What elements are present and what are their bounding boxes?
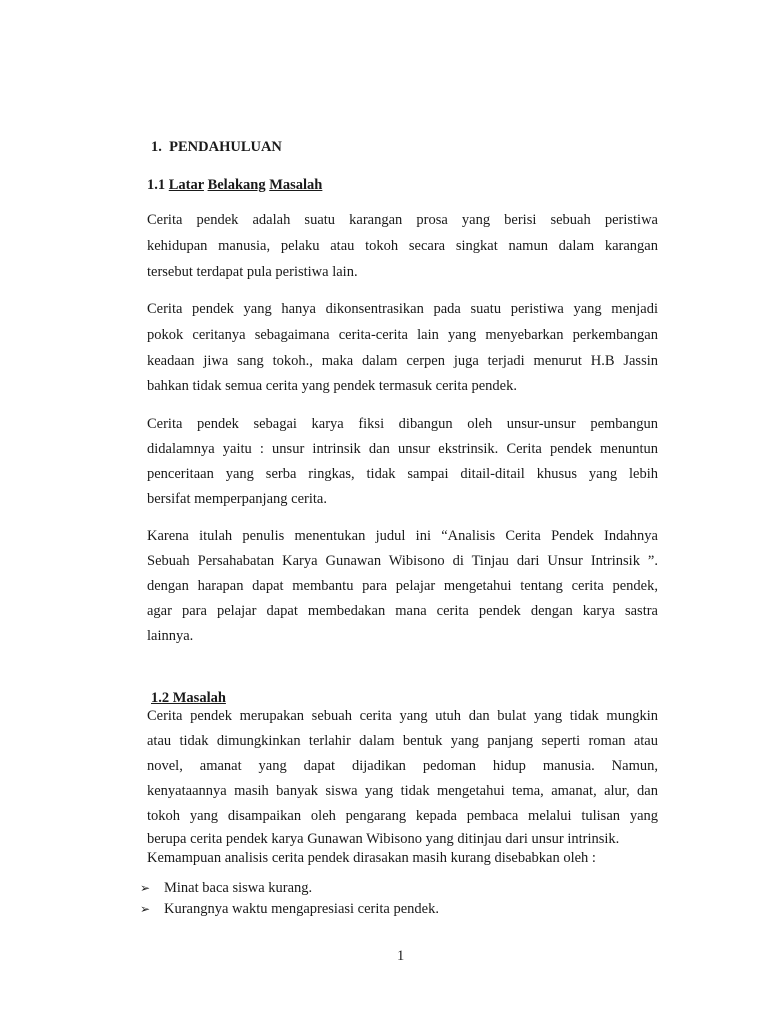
- text-line: Sebuah Persahabatan Karya Gunawan Wibisono di Tinjau dari Unsur Intrinsik ”.: [147, 553, 658, 569]
- section-number: 1.1: [147, 177, 166, 193]
- text-line: lainnya.: [147, 628, 194, 644]
- text-line: Cerita pendek sebagai karya fiksi dibangun oleh unsur-unsur pembangun: [147, 416, 658, 432]
- text-line: bersifat memperpanjang cerita.: [147, 491, 327, 507]
- text-line: bahkan tidak semua cerita yang pendek termasuk cerita pendek.: [147, 378, 517, 394]
- heading-number: 1.: [151, 139, 162, 155]
- section-1-1-heading: [147, 176, 658, 194]
- bullet-text: Minat baca siswa kurang.: [164, 880, 313, 896]
- text-line: Kemampuan analisis cerita pendek dirasakan masih kurang disebabkan oleh :: [147, 850, 596, 866]
- heading-title: PENDAHULUAN: [169, 139, 282, 155]
- section-word: Belakang: [207, 177, 266, 193]
- text-line: kenyataannya masih banyak siswa yang tidak mengetahui tema, amanat, alur, dan: [147, 783, 658, 799]
- text-line: dengan harapan dapat membantu para pelajar mengetahui tentang cerita pendek,: [147, 578, 658, 594]
- section-1-2-heading: 1.2 Masalah: [151, 690, 226, 706]
- arrow-bullet-icon: ➢: [140, 881, 151, 895]
- text-line: keadaan jiwa sang tokoh., maka dalam cerpen juga terjadi menurut H.B Jassin: [147, 353, 658, 369]
- text-line: pokok ceritanya sebagaimana cerita-cerita lain yang menyebarkan perkembangan: [147, 327, 658, 343]
- text-line: Cerita pendek yang hanya dikonsentrasikan pada suatu peristiwa yang menjadi: [147, 301, 658, 317]
- section-word: Masalah: [269, 177, 323, 193]
- bullet-text: Kurangnya waktu mengapresiasi cerita pendek.: [164, 901, 439, 917]
- text-line: didalamnya yaitu : unsur intrinsik dan unsur ekstrinsik. Cerita pendek menuntun: [147, 441, 658, 457]
- text-line: kehidupan manusia, pelaku atau tokoh secara singkat namun dalam karangan: [147, 238, 658, 254]
- page-number: 1: [397, 948, 405, 964]
- text-line: atau tidak dimungkinkan terlahir dalam bentuk yang panjang seperti roman atau: [147, 733, 658, 749]
- text-line: agar para pelajar dapat membedakan mana cerita pendek dengan karya sastra: [147, 603, 658, 619]
- text-line: Karena itulah penulis menentukan judul ini “Analisis Cerita Pendek Indahnya: [147, 528, 658, 544]
- text-line: penceritaan yang serba ringkas, tidak sampai ditail-ditail khusus yang lebih: [147, 466, 658, 482]
- bullet-item: [140, 900, 439, 918]
- section-word: Latar: [168, 177, 204, 193]
- text-line: novel, amanat yang dapat dijadikan pedoman hidup manusia. Namun,: [147, 758, 658, 774]
- text-line: Cerita pendek adalah suatu karangan prosa yang berisi sebuah peristiwa: [147, 212, 658, 228]
- text-line: berupa cerita pendek karya Gunawan Wibisono yang ditinjau dari unsur intrinsik.: [147, 831, 620, 847]
- text-line: tersebut terdapat pula peristiwa lain.: [147, 264, 358, 280]
- bullet-item: [140, 879, 312, 897]
- arrow-bullet-icon: ➢: [140, 902, 151, 916]
- chapter-heading: [151, 138, 662, 156]
- text-line: Cerita pendek merupakan sebuah cerita yang utuh dan bulat yang tidak mungkin: [147, 708, 658, 724]
- text-line: tokoh yang disampaikan oleh pengarang kepada pembaca melalui tulisan yang: [147, 808, 658, 824]
